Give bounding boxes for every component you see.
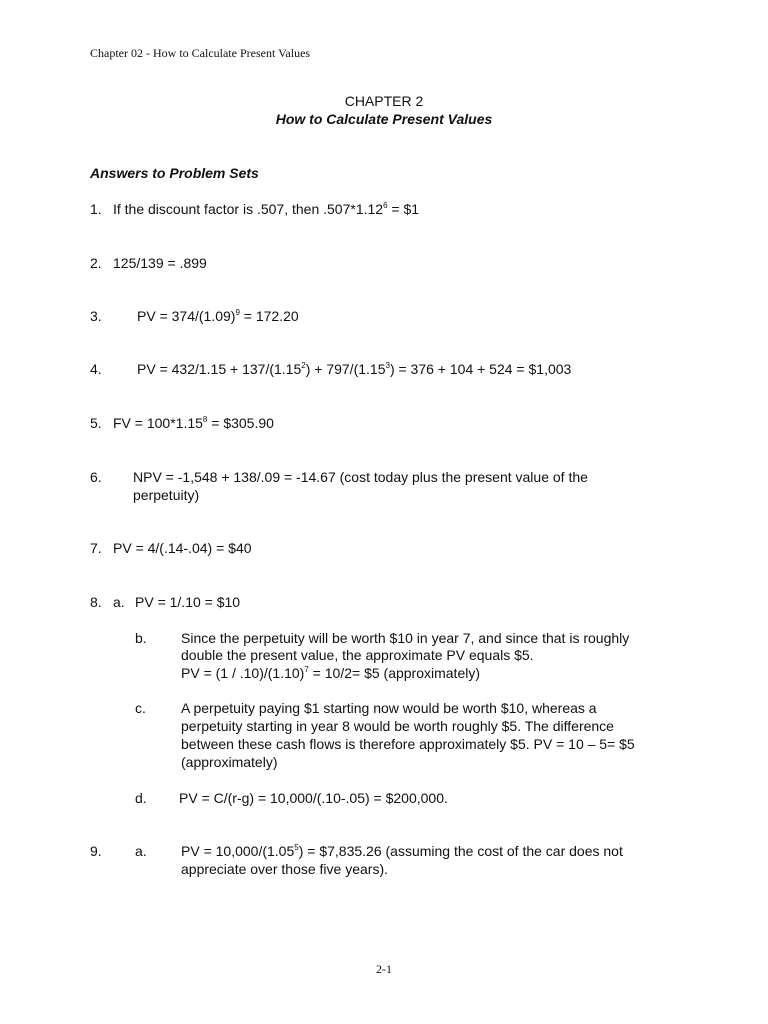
problem-3-number: 3. xyxy=(90,308,102,324)
problem-8d-label: d. xyxy=(135,790,147,806)
problem-9a-answer-line-1: PV = $10,000/(1.05^5)$ = $7,835.26 (assuming the cost of the car does not xyxy=(181,843,623,859)
problem-2-answer: 125/139 = .899 xyxy=(113,255,207,271)
problem-8b-answer-line-3: PV = $(1 / .10)/(1.10)^7 = 10/2=$ $5 (approximately) xyxy=(181,665,481,681)
problem-5-answer: FV = $100*1.15^8$ = $305.90 xyxy=(113,415,274,431)
page-number: 2-1 xyxy=(376,962,392,976)
problem-2-number: 2. xyxy=(90,255,102,271)
problem-9a-answer-line-2: appreciate over those five years). xyxy=(181,861,388,877)
problem-8c-answer-line-2: perpetuity starting in year 8 would be worth roughly $5. The difference xyxy=(181,718,614,734)
problem-1-answer: If the discount factor is .507, then $.507*1.12^6$ = $1 xyxy=(113,201,420,217)
problem-8-number: 8. xyxy=(90,594,102,610)
problem-8a-answer: PV = 1/.10 = $10 xyxy=(135,594,241,610)
problem-6-answer-line-2: perpetuity) xyxy=(133,487,200,503)
problem-8c-label: c. xyxy=(135,700,146,716)
problem-8a-label: a. xyxy=(113,594,125,610)
problem-8c-answer-line-4: (approximately) xyxy=(181,754,278,770)
problem-6-number: 6. xyxy=(90,469,102,485)
problem-7-number: 7. xyxy=(90,540,102,556)
problem-4-answer: PV = $432/1.15 + 137/(1.15^2) + 797/(1.15^3) = 376 + 104 + 524$ = $1,003 xyxy=(137,361,572,377)
section-title: Answers to Problem Sets xyxy=(90,165,259,181)
problem-8d-answer: PV = C/(r-g) = 10,000/(.10-.05) = $200,000. xyxy=(179,790,448,806)
chapter-title: How to Calculate Present Values xyxy=(275,111,493,127)
problem-6-answer-line-1: NPV = -1,548 + 138/.09 = -14.67 (cost today plus the present value of the xyxy=(133,469,588,485)
problem-4-number: 4. xyxy=(90,361,102,377)
problem-8c-answer-line-3: between these cash flows is therefore approximately $5. PV = 10 – 5= $5 xyxy=(181,736,635,752)
chapter-number: CHAPTER 2 xyxy=(344,93,424,109)
problem-7-answer: PV = 4/(.14-.04) = $40 xyxy=(113,540,252,556)
problem-8b-answer-line-2: double the present value, the approximate PV equals $5. xyxy=(181,647,534,663)
problem-9-number: 9. xyxy=(90,843,102,859)
problem-8b-answer-line-1: Since the perpetuity will be worth $10 in year 7, and since that is roughly xyxy=(181,630,630,646)
problem-1-number: 1. xyxy=(90,201,102,217)
problem-9a-label: a. xyxy=(135,843,147,859)
problem-8c-answer-line-1: A perpetuity paying $1 starting now would be worth $10, whereas a xyxy=(181,700,597,716)
running-header: Chapter 02 - How to Calculate Present Values xyxy=(90,46,311,60)
problem-3-answer: PV = $374/(1.09)^9 = 172.20$ xyxy=(137,308,299,324)
problem-5-number: 5. xyxy=(90,415,102,431)
problem-8b-label: b. xyxy=(135,630,147,646)
